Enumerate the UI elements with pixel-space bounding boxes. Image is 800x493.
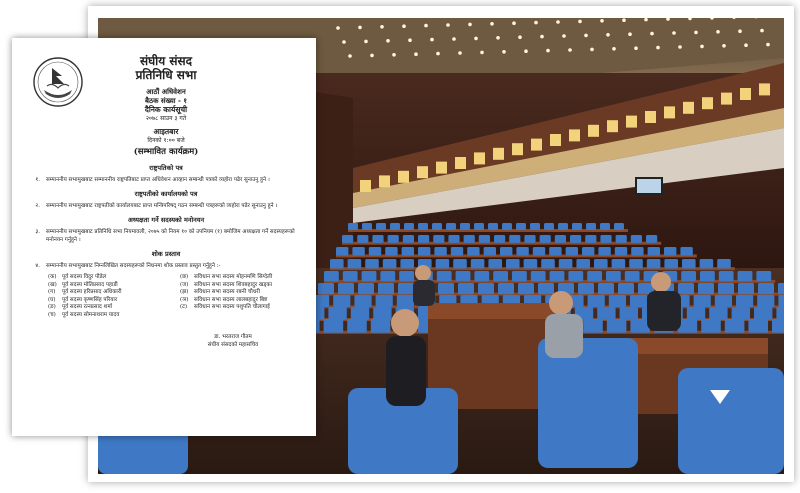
list-item: (च) पूर्व सदस्य सोमनाथराम यादव: [48, 311, 120, 318]
seat: [531, 271, 546, 281]
list-item: (ञ) सविधान सभा सदस्य लालबहादुर बिष्ट: [180, 296, 268, 303]
seat: [778, 295, 784, 307]
ceiling-light: [496, 36, 500, 40]
seat: [738, 271, 753, 281]
ceiling-light: [414, 52, 418, 56]
seat: [388, 235, 399, 243]
balcony-window: [493, 148, 504, 160]
seat: [488, 223, 498, 230]
seat: [698, 283, 714, 294]
ceiling-light: [722, 44, 726, 48]
item-number: ४.: [35, 263, 40, 269]
seat: [330, 259, 344, 269]
seat: [498, 283, 514, 294]
seat: [494, 235, 505, 243]
list-item: (क) पूर्व सदस्य विदुर पौडेल: [48, 274, 107, 280]
seat: [559, 259, 573, 269]
seat: [433, 235, 444, 243]
seat: [318, 283, 334, 294]
seat: [402, 247, 414, 256]
ceiling-light: [424, 24, 428, 28]
balcony-window: [550, 134, 561, 146]
seat: [772, 319, 784, 333]
seat: [348, 223, 358, 230]
seat: [631, 247, 643, 256]
ceiling-light: [502, 50, 506, 54]
seat: [372, 235, 383, 243]
seat: [678, 283, 694, 294]
seat: [437, 271, 452, 281]
seat: [479, 235, 490, 243]
seat: [380, 271, 395, 281]
seat: [385, 247, 397, 256]
section-heading: शोक प्रस्ताव: [151, 250, 181, 258]
ceiling-light: [556, 20, 560, 24]
seat: [758, 283, 774, 294]
seat: [362, 223, 372, 230]
item-number: २.: [35, 203, 40, 209]
ceiling-light: [546, 49, 550, 53]
ceiling-light: [452, 37, 456, 41]
doc-meeting: बैठक संख्या - १: [145, 96, 187, 105]
section-3: [28, 216, 304, 244]
seat: [418, 235, 429, 243]
desk-front-1: [428, 303, 568, 319]
seat: [620, 307, 638, 320]
seat: [506, 259, 520, 269]
ceiling-light: [760, 29, 764, 33]
seat: [631, 235, 642, 243]
ceiling-light: [738, 29, 742, 33]
seat: [464, 235, 475, 243]
seat: [549, 247, 561, 256]
seat: [432, 223, 442, 230]
seat: [736, 295, 753, 307]
seat: [615, 247, 627, 256]
balcony-window: [607, 120, 618, 132]
item-text: सम्माननीय सभामुखबाट राष्ट्रपतीको कार्यालयबाट प्राप्त मन्त्रिपरिषद् गठन सम्बन्धी पत्रहरूको व्यहोरा पढेर सुनाउनु हुने ।: [46, 203, 278, 209]
seat: [694, 295, 711, 307]
ceiling-light: [436, 52, 440, 56]
ceiling-light: [408, 38, 412, 42]
seat: [451, 247, 463, 256]
section-4: [28, 250, 304, 270]
seat: [338, 283, 354, 294]
section-heading: राष्ट्रपतीको कार्यालयको पत्र: [134, 190, 198, 198]
ceiling-light: [474, 37, 478, 41]
seat: [369, 247, 381, 256]
ceiling-light: [490, 22, 494, 26]
seat: [600, 223, 610, 230]
seat: [324, 271, 339, 281]
ceiling-light: [524, 49, 528, 53]
seat: [585, 235, 596, 243]
seat: [717, 259, 731, 269]
seat: [680, 247, 692, 256]
seat: [478, 283, 494, 294]
seat: [541, 259, 555, 269]
seat: [701, 319, 721, 333]
seat: [404, 223, 414, 230]
seat: [516, 223, 526, 230]
ceiling-light: [512, 21, 516, 25]
ceiling-light: [628, 32, 632, 36]
seat: [524, 235, 535, 243]
seat: [493, 271, 508, 281]
seat: [453, 259, 467, 269]
seat: [776, 307, 784, 320]
balcony-window: [721, 93, 732, 105]
seat: [502, 223, 512, 230]
seat: [474, 271, 489, 281]
ceiling-light: [600, 19, 604, 23]
seat: [446, 223, 456, 230]
seat: [383, 259, 397, 269]
seat: [400, 259, 414, 269]
seat: [598, 283, 614, 294]
balcony-window: [759, 83, 770, 95]
seat: [578, 283, 594, 294]
balcony-window: [379, 175, 390, 187]
seat: [530, 223, 540, 230]
signature-name: डा. भरतराज गौतम: [214, 334, 252, 340]
agenda-document: [12, 38, 316, 436]
seat: [748, 319, 768, 333]
doc-session: आठौं अधिवेशन: [146, 87, 186, 96]
seat: [607, 319, 627, 333]
seat: [471, 259, 485, 269]
ceiling-light: [430, 38, 434, 42]
ceiling-light: [606, 33, 610, 37]
seat: [365, 259, 379, 269]
seat: [324, 319, 344, 333]
seat: [664, 259, 678, 269]
seat: [397, 295, 414, 307]
seat: [570, 235, 581, 243]
seat: [550, 271, 565, 281]
seat: [700, 271, 715, 281]
signature-block: [28, 333, 288, 349]
list-item: (ङ) पूर्व सदस्य रत्नप्रसाद शर्मा: [48, 304, 113, 310]
list-item: (झ) सविधान सभा सदस्य रबनी चौधरी: [180, 289, 260, 295]
seat: [328, 307, 346, 320]
ceiling-light: [650, 32, 654, 36]
doc-agenda-title: दैनिक कार्यसूची: [144, 105, 188, 114]
seat: [376, 295, 393, 307]
seat: [756, 271, 771, 281]
seat: [566, 247, 578, 256]
seat: [700, 259, 714, 269]
balcony-window: [512, 143, 523, 155]
seat: [612, 259, 626, 269]
nepal-emblem-icon: [32, 56, 84, 108]
ceiling-light: [578, 20, 582, 24]
seat: [540, 235, 551, 243]
seat: [719, 271, 734, 281]
seat: [538, 283, 554, 294]
seat: [609, 295, 626, 307]
seat: [648, 247, 660, 256]
balcony-window: [474, 152, 485, 164]
ceiling-light: [694, 31, 698, 35]
ceiling-light: [458, 51, 462, 55]
ceiling-light: [612, 47, 616, 51]
ceiling-light: [348, 54, 352, 58]
item-text: सम्माननीय सभामुखबाट प्रतिनिधि सभा नियमावली, २०७५ को नियम १० को उपनियम (१) बमोजिम अध्यक्षता गर्ने सदस्यहरूको मनोनयन गर्नुहुने ।: [46, 229, 295, 243]
seat: [725, 319, 745, 333]
seat: [458, 283, 474, 294]
seat: [598, 247, 610, 256]
ceiling-light: [540, 35, 544, 39]
ceiling-light: [716, 30, 720, 34]
seat: [342, 235, 353, 243]
seat: [516, 247, 528, 256]
seat: [533, 247, 545, 256]
balcony-window: [455, 157, 466, 169]
seat: [347, 319, 367, 333]
seat: [587, 271, 602, 281]
seat: [687, 307, 705, 320]
ceiling-light: [622, 18, 626, 22]
seat: [576, 259, 590, 269]
seat: [403, 235, 414, 243]
seat: [343, 271, 358, 281]
seat: [484, 247, 496, 256]
ceiling-light: [386, 39, 390, 43]
balcony-window: [740, 88, 751, 100]
seat: [582, 247, 594, 256]
seat: [757, 295, 774, 307]
seat: [357, 235, 368, 243]
seat: [629, 259, 643, 269]
desk-row: [348, 229, 628, 232]
balcony-window: [436, 162, 447, 174]
seat: [616, 235, 627, 243]
ceiling-light: [380, 25, 384, 29]
ceiling-light: [468, 23, 472, 27]
list-item: (ट) सविधान सभा सदस्य पशुपति चौलागाई: [180, 304, 270, 310]
seat: [568, 271, 583, 281]
condolence-list-left: [48, 274, 172, 319]
ceiling-light: [534, 21, 538, 25]
doc-title-2: प्रतिनिधि सभा: [135, 68, 197, 82]
doc-title-1: संघीय संसद: [139, 54, 193, 68]
seat: [354, 295, 371, 307]
seat: [732, 307, 750, 320]
seat: [709, 307, 727, 320]
seat: [500, 247, 512, 256]
ceiling-light: [518, 35, 522, 39]
ceiling-light: [364, 40, 368, 44]
seat: [614, 223, 624, 230]
balcony-window: [626, 116, 637, 128]
seat: [555, 235, 566, 243]
seat: [448, 235, 459, 243]
balcony-window: [683, 102, 694, 114]
seat: [754, 307, 772, 320]
ceiling-light: [358, 26, 362, 30]
seat: [586, 223, 596, 230]
doc-time: दिनको १:०० बजे: [147, 137, 185, 144]
balcony-window: [417, 166, 428, 178]
seat: [333, 295, 350, 307]
seat: [625, 271, 640, 281]
seat: [715, 295, 732, 307]
balcony-window: [702, 97, 713, 109]
seat: [588, 295, 605, 307]
ceiling-light: [562, 34, 566, 38]
balcony-window: [398, 171, 409, 183]
balcony-window: [569, 129, 580, 141]
display-screen: [636, 178, 662, 194]
seat: [418, 247, 430, 256]
chair-foreground-2: [678, 368, 784, 474]
seat: [518, 283, 534, 294]
ceiling-light: [392, 53, 396, 57]
seat: [509, 235, 520, 243]
ceiling-light: [342, 40, 346, 44]
ceiling-light: [446, 23, 450, 27]
seat: [664, 247, 676, 256]
condolence-list: [28, 274, 304, 319]
seat: [418, 223, 428, 230]
condolence-list-right: [180, 274, 304, 319]
seat: [600, 235, 611, 243]
seat: [438, 283, 454, 294]
ceiling-light: [678, 45, 682, 49]
seat: [597, 307, 615, 320]
seat: [544, 223, 554, 230]
seat: [778, 283, 784, 294]
balcony-window: [645, 111, 656, 123]
ceiling-light: [480, 51, 484, 55]
list-item: (घ) पूर्व सदस्य कृष्णसिंह परियार: [48, 296, 118, 303]
seat: [390, 223, 400, 230]
seat: [572, 223, 582, 230]
seat: [348, 259, 362, 269]
ceiling-light: [590, 48, 594, 52]
seat: [398, 283, 414, 294]
balcony-window: [664, 106, 675, 118]
ceiling-light: [656, 46, 660, 50]
seat: [647, 259, 661, 269]
seat: [512, 271, 527, 281]
balcony-window: [360, 180, 371, 192]
ceiling-light: [568, 48, 572, 52]
seat: [646, 235, 657, 243]
section-heading: राष्ट्रपतिको पत्र: [149, 164, 183, 172]
seat: [467, 247, 479, 256]
list-item: (ख) पूर्व सदस्य मोतिप्रसाद पहाडी: [48, 281, 118, 288]
doc-date: २०७८ साउन ३ गते: [145, 115, 187, 122]
seat: [474, 223, 484, 230]
item-text: सम्माननीय सभामुखबाट निम्नलिखित सदस्यहरूको निधनमा शोक प्रस्ताव प्रस्तुत गर्नुहुने :-: [46, 263, 221, 269]
seat: [682, 259, 696, 269]
seat: [456, 271, 471, 281]
seat: [352, 247, 364, 256]
seat: [373, 307, 391, 320]
seat: [460, 223, 470, 230]
list-item: (छ) सविधान सभा सदस्य मोहनमणि सिग्देली: [180, 274, 273, 280]
ceiling-light: [672, 31, 676, 35]
doc-weekday: आइतबार: [153, 127, 179, 136]
seat: [371, 319, 391, 333]
seat: [618, 283, 634, 294]
seat: [362, 271, 377, 281]
seat: [558, 223, 568, 230]
seat: [606, 271, 621, 281]
section-heading: अध्यक्षता गर्ने सदस्यको मनोनयन: [127, 216, 205, 224]
list-item: (ग) पूर्व सदस्य हरिप्रसाद अधिकारी: [48, 289, 122, 295]
item-text: सम्माननीय सभामुखबाट सम्माननीय राष्ट्रपतिबाट प्राप्त अधिवेशन आव्हान सम्बन्धी पत्रको व्यहोरा पढेर सुनाउनु हुने ।: [46, 177, 270, 183]
ceiling-light: [370, 54, 374, 58]
seat: [681, 271, 696, 281]
ceiling-light: [766, 43, 770, 47]
seat: [583, 319, 603, 333]
seat: [358, 283, 374, 294]
seat: [399, 271, 414, 281]
ceiling-light: [584, 34, 588, 38]
seat: [630, 295, 647, 307]
seat: [436, 259, 450, 269]
seat: [376, 223, 386, 230]
seat: [488, 259, 502, 269]
balcony-window: [588, 125, 599, 137]
doc-program: (सम्भावित कार्यक्रम): [133, 147, 199, 157]
ceiling-light: [634, 46, 638, 50]
signature-title: संघीय संसदको महासचिव: [207, 342, 259, 348]
list-item: (ज) सविधान सभा सदस्य शिवबहादुर खड्का: [180, 281, 272, 288]
seat: [351, 307, 369, 320]
seat: [378, 283, 394, 294]
section-1: [28, 164, 304, 184]
seat: [718, 283, 734, 294]
seat: [524, 259, 538, 269]
ceiling-light: [700, 45, 704, 49]
ceiling-light: [402, 24, 406, 28]
seat: [738, 283, 754, 294]
seat: [594, 259, 608, 269]
seat: [434, 247, 446, 256]
item-number: १.: [35, 177, 40, 183]
ceiling-light: [744, 43, 748, 47]
item-number: ३.: [35, 229, 40, 235]
seat: [336, 247, 348, 256]
ceiling-light: [336, 26, 340, 30]
balcony-window: [531, 139, 542, 151]
section-2: [28, 190, 304, 210]
